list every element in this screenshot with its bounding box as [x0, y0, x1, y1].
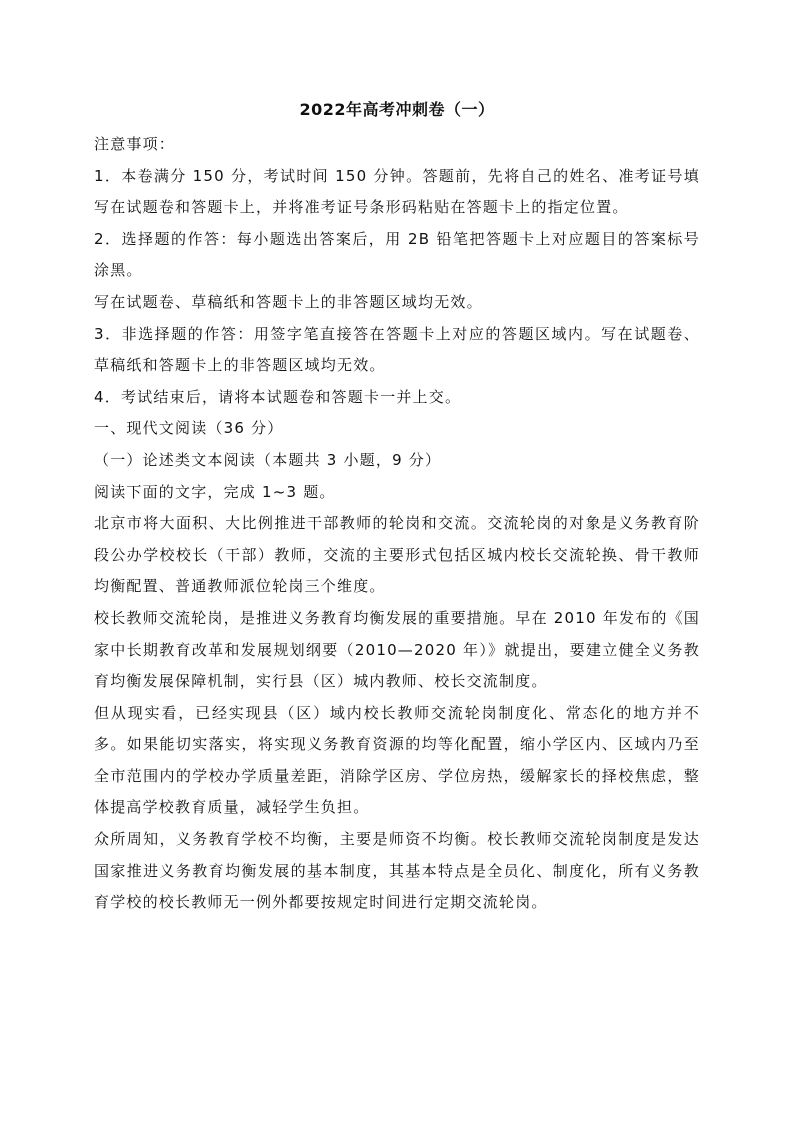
passage-paragraph-4: 众所周知，义务教育学校不均衡，主要是师资不均衡。校长教师交流轮岗制度是发达国家推进义务教育均衡发展的基本制度，其基本特点是全员化、制度化，所有义务教育学校的校长教师无一例外都要按规定时间进行定期交流轮岗。 — [94, 830, 700, 912]
passage-paragraph-1: 北京市将大面积、大比例推进干部教师的轮岗和交流。交流轮岗的对象是义务教育阶段公办学校校长（干部）教师，交流的主要形式包括区城内校长交流轮换、骨干教师均衡配置、普通教师派位轮岗三个维度。 — [94, 514, 700, 596]
passage-paragraph-3: 但从现实看，已经实现县（区）域内校长教师交流轮岗制度化、常态化的地方并不多。如果能切实落实，将实现义务教育资源的均等化配置，缩小学区内、区域内乃至全市范围内的学校办学质量差距，消除学区房、学位房热，缓解家长的择校焦虑，整体提高学校教育质量，减轻学生负担。 — [94, 703, 700, 817]
notice-item-2: 2．选择题的作答：每小题选出答案后，用 2B 铅笔把答题卡上对应题目的答案标号涂黑。 — [94, 229, 700, 280]
notice-item-3: 3．非选择题的作答：用签字笔直接答在答题卡上对应的答题区域内。写在试题卷、草稿纸和答题卡上的非答题区域均无效。 — [94, 324, 700, 375]
notice-heading: 注意事项： — [94, 135, 176, 153]
notice-item-1: 1．本卷满分 150 分，考试时间 150 分钟。答题前，先将自己的姓名、准考证号填写在试题卷和答题卡上，并将准考证号条形码粘贴在答题卡上的指定位置。 — [94, 166, 700, 217]
section-heading: 一、现代文阅读（36 分） — [94, 419, 284, 438]
exam-page — [94, 98, 700, 919]
document-title: 2022年高考冲刺卷（一） — [299, 100, 495, 119]
notice-item-2-continued: 写在试题卷、草稿纸和答题卡上的非答题区域均无效。 — [94, 292, 483, 311]
notice-item-4: 4．考试结束后，请将本试题卷和答题卡一并上交。 — [94, 387, 462, 406]
passage-paragraph-2: 校长教师交流轮岗，是推进义务教育均衡发展的重要措施。早在 2010 年发布的《国家中长期教育改革和发展规划纲要（2010—2020 年）》就提出，要建立健全义务教育均衡发展保障机制，实行县（区）城内教师、校长交流制度。 — [94, 608, 700, 691]
reading-instruction: 阅读下面的文字，完成 1~3 题。 — [94, 482, 336, 501]
subsection-heading: （一）论述类文本阅读（本题共 3 小题，9 分） — [94, 450, 442, 469]
